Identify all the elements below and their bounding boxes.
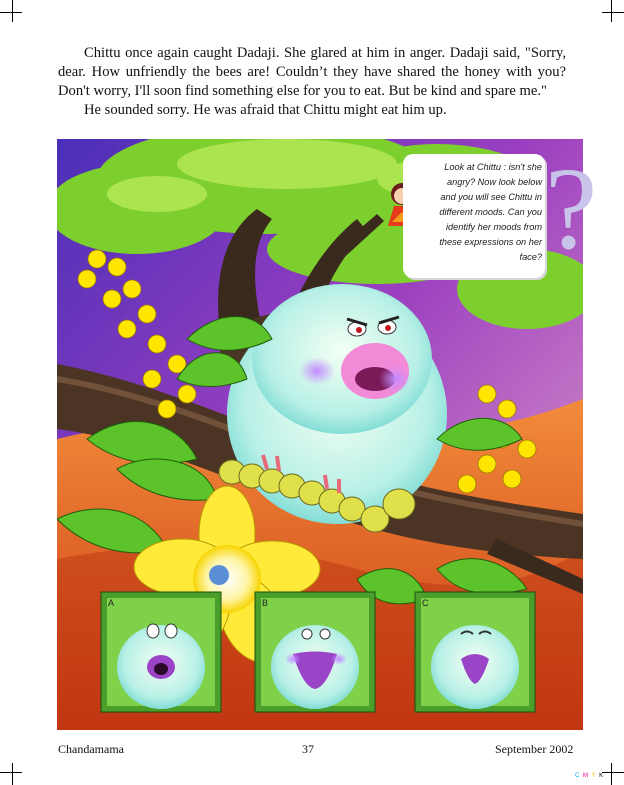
question-mark-icon: ? (545, 143, 598, 274)
panel-b-art (255, 592, 375, 712)
story-paragraph-2: He sounded sorry. He was afraid that Chittu might eat him up. (84, 102, 447, 118)
cmyk-m: M (583, 773, 590, 779)
crop-mark-bottom-right-h (602, 772, 624, 773)
cmyk-registration-marks (575, 773, 604, 779)
crop-mark-top-left-v (12, 0, 13, 22)
panel-label-a: A (108, 598, 115, 608)
cmyk-y: Y (591, 773, 597, 779)
panel-label-c: C (422, 598, 429, 608)
speech-bubble-text: Look at Chittu : isn't she angry? Now look below and you will see Chittu in different moods. Can you identify her moods from these expressions on her face? (439, 162, 542, 262)
panel-label-b: B (262, 598, 269, 608)
crop-mark-bottom-left-v (12, 763, 13, 785)
crop-mark-top-right-v (611, 0, 612, 22)
panel-a-art (101, 592, 221, 712)
footer-magazine-name: Chandamama (58, 742, 124, 756)
crop-mark-top-left-h (0, 12, 22, 13)
story-paragraph-1: Chittu once again caught Dadaji. She glared at him in anger. Dadaji said, "Sorry, dear. How unfriendly the bees are! Couldn’t they have shared the honey with you? Don't worry, I'll soon find something else for you to eat. But be kind and spare me." (58, 45, 566, 99)
cmyk-k: K (599, 773, 605, 779)
panel-c-art (415, 592, 535, 712)
crop-mark-bottom-left-h (0, 772, 22, 773)
story-text (58, 44, 566, 120)
footer-page-number: 37 (302, 742, 314, 756)
crop-mark-bottom-right-v (611, 763, 612, 785)
footer-issue-date: September 2002 (495, 742, 574, 756)
cmyk-c: C (575, 773, 581, 779)
crop-mark-top-right-h (602, 12, 624, 13)
